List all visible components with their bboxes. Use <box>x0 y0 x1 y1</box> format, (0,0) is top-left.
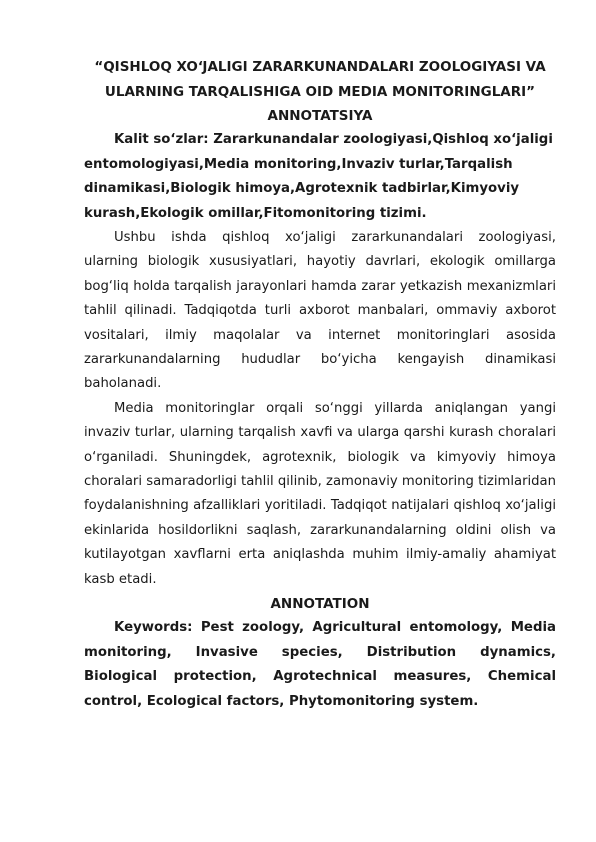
annotation-heading: ANNOTATSIYA <box>267 108 373 124</box>
abstract-paragraph-2: Media monitoringlar orqali so‘nggi yillarda aniqlangan yangi invaziv turlar, ularning tarqalish xavfi va ularga qarshi kurash choralari o‘rganiladi. Shuningdek, agrotexnik, biologik va kimyoviy himoya choralari samaradorligi tahlil qilinib, zamonaviy monitoring tizimlaridan foydalanishning afzalliklari yoritiladi. Tadqiqot natijalari qishloq xo‘jaligi ekinlarida hosildorlikni saqlash, zararkunandalarning oldini olish va kutilayotgan xavflarni erta aniqlashda muhim ilmiy-amaliy ahamiyat kasb etadi. <box>84 400 556 587</box>
keywords-uz: Kalit so‘zlar: Zararkunandalar zoologiyasi,Qishloq xo‘jaligi entomologiyasi,Media monitoring,Invaziv turlar,Tarqalish dinamikasi,Biologik himoya,Agrotexnik tadbirlar,Kimyoviy kurash,Ekologik omillar,Fitomonitoring tizimi. <box>84 132 553 221</box>
keywords-en: Keywords: Pest zoology, Agricultural entomology, Media monitoring, Invasive species, Distribution dynamics, Biological protection, Agrotechnical measures, Chemical control, Ecological factors, Phytomonitoring system. <box>84 620 556 709</box>
document-page <box>84 55 556 714</box>
abstract-paragraph-1: Ushbu ishda qishloq xo‘jaligi zararkunandalari zoologiyasi, ularning biologik xususiyatlari, hayotiy davrlari, ekologik omillarga bog‘liq holda tarqalish jarayonlari hamda zarar yetkazish mexanizmlari tahlil qilinadi. Tadqiqotda turli axborot manbalari, ommaviy axborot vositalari, ilmiy maqolalar va internet monitoringlari asosida zararkunandalarning hududlar bo‘yicha kengayish dinamikasi baholanadi. <box>84 230 556 392</box>
annotation-heading-en: ANNOTATION <box>270 596 370 613</box>
document-title: “QISHLOQ XO‘JALIGI ZARARKUNANDALARI ZOOLOGIYASI VA ULARNING TARQALISHIGA OID MEDIA MONITORINGLARI” <box>94 59 546 100</box>
